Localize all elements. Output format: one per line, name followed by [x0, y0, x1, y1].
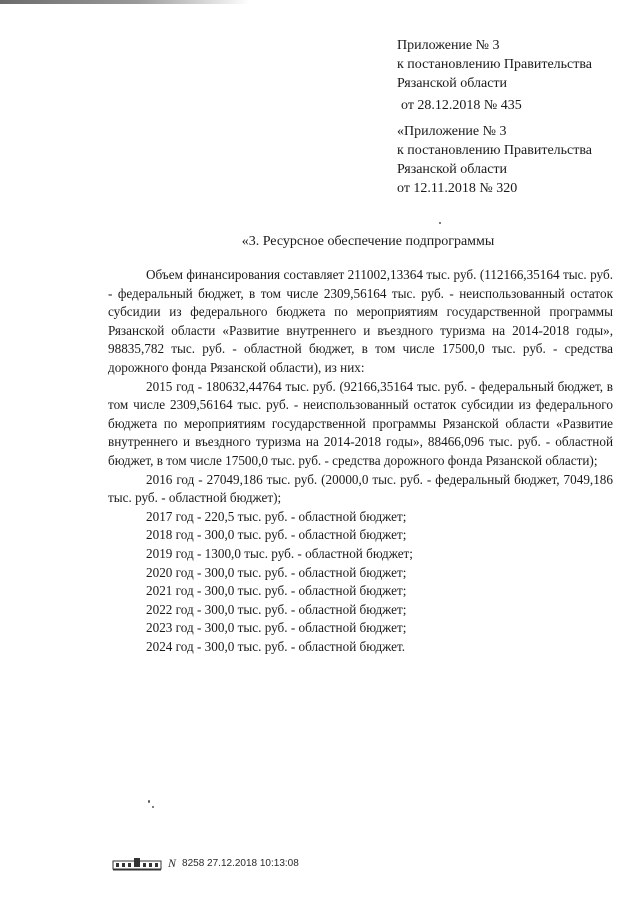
document-number-mark: N: [168, 855, 177, 870]
registration-footer: [112, 855, 299, 871]
header-line: Рязанской области: [397, 162, 508, 177]
header-line: к постановлению Правительства: [397, 57, 593, 72]
list-item: 2024 год - 300,0 тыс. руб. - областной бюджет.: [146, 638, 406, 654]
header-line: «Приложение № 3: [397, 124, 507, 139]
document-body: [108, 266, 613, 656]
list-item: 2023 год - 300,0 тыс. руб. - областной бюджет;: [146, 620, 407, 636]
list-item: 2018 год - 300,0 тыс. руб. - областной бюджет;: [146, 527, 407, 543]
paragraph-2016: 2016 год - 27049,186 тыс. руб. (20000,0 тыс. руб. - федеральный бюджет, 7049,186 тыс. руб. - областной бюджет);: [108, 471, 613, 506]
registration-stamp: 8258 27.12.2018 10:13:08: [182, 857, 299, 869]
attachment-header-previous: [397, 122, 627, 198]
header-date-line: от 12.11.2018 № 320: [397, 181, 518, 196]
list-item: 2021 год - 300,0 тыс. руб. - областной бюджет;: [146, 583, 407, 599]
paragraph-2015: 2015 год - 180632,44764 тыс. руб. (92166,35164 тыс. руб. - федеральный бюджет, в том числе 2309,56164 тыс. руб. - неиспользованный остаток субсидии из федерального бюджета по мероприятиям государственной программы Рязанской области «Развитие внутреннего и въездного туризма на 2014-2018 годы», 88466,096 тыс. руб. - областной бюджет, в том числе 17500,0 тыс. руб. - средства дорожного фонда Рязанской области);: [108, 378, 613, 468]
header-line: к постановлению Правительства: [397, 143, 593, 158]
government-emblem-icon: [112, 855, 162, 871]
list-item: 2017 год - 220,5 тыс. руб. - областной бюджет;: [146, 508, 407, 524]
scan-speck: [439, 222, 441, 224]
section-title-text: «3. Ресурсное обеспечение подпрограммы: [241, 234, 495, 249]
scan-speck: [148, 800, 150, 803]
header-line: Приложение № 3: [397, 38, 500, 53]
header-line: Рязанской области: [397, 76, 508, 91]
header-date-line: от 28.12.2018 № 435: [401, 98, 522, 113]
section-title: [0, 232, 640, 251]
list-item: 2019 год - 1300,0 тыс. руб. - областной бюджет;: [146, 545, 413, 561]
attachment-header-new: [397, 36, 627, 115]
scan-edge-artifact: [0, 0, 250, 4]
list-item: 2020 год - 300,0 тыс. руб. - областной бюджет;: [146, 564, 407, 580]
list-item: 2022 год - 300,0 тыс. руб. - областной бюджет;: [146, 601, 407, 617]
scan-speck: [152, 806, 154, 808]
yearly-funding-list: [108, 508, 613, 657]
paragraph-total-funding: Объем финансирования составляет 211002,13364 тыс. руб. (112166,35164 тыс. руб. - федеральный бюджет, в том числе 2309,56164 тыс. руб. - неиспользованный остаток субсидии из федерального бюджета по мероприятиям государственной программы Рязанской области «Развитие внутреннего и въездного туризма на 2014-2018 годы», 98835,782 тыс. руб. - областной бюджет, в том числе 17500,0 тыс. руб. - средства дорожного фонда Рязанской области), из них:: [108, 267, 613, 375]
